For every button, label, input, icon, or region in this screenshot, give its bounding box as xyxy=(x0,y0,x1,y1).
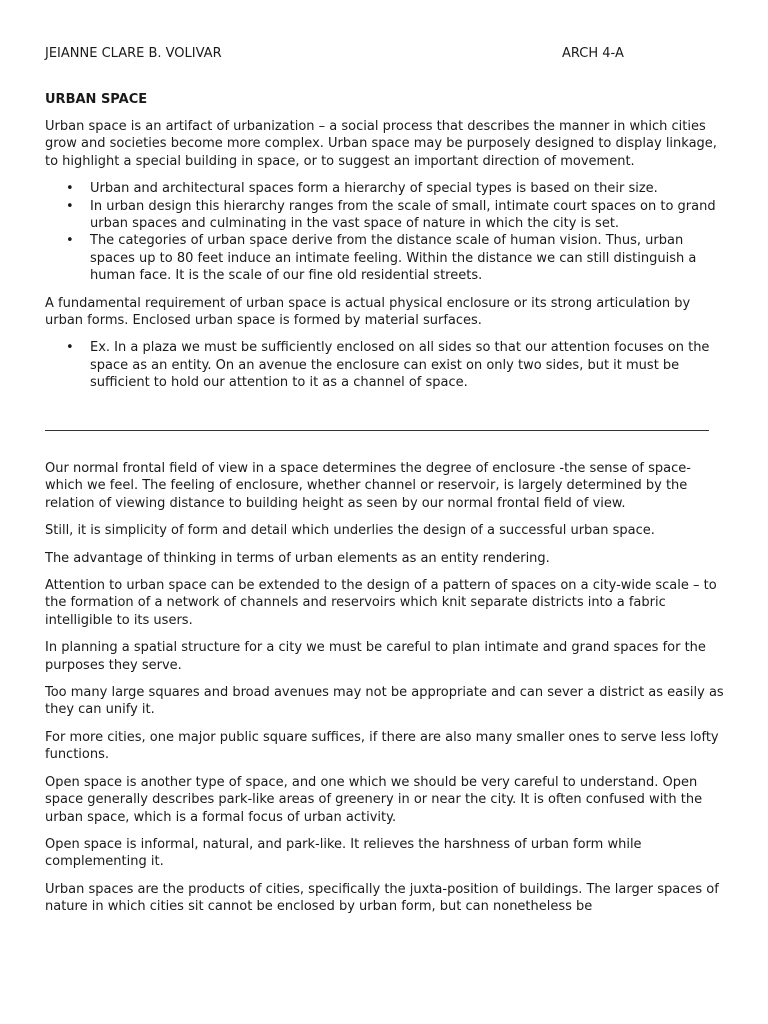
bullet-icon: • xyxy=(66,181,74,197)
document-title: URBAN SPACE xyxy=(45,92,148,107)
paragraph: For more cities, one major public square suffices, if there are also many smaller ones to serve less lofty functions. xyxy=(45,729,719,763)
paragraph: Open space is informal, natural, and park-like. It relieves the harshness of urban form while complementing it. xyxy=(45,836,642,870)
author-name: JEIANNE CLARE B. VOLIVAR xyxy=(45,46,222,61)
hierarchy-list xyxy=(45,180,725,284)
list-item-text: Ex. In a plaza we must be sufficiently enclosed on all sides so that our attention focuses on the space as an entity. On an avenue the enclosure can exist on only two sides, but it must be sufficient to hold our attention to it as a channel of space. xyxy=(90,340,710,391)
paragraph: Our normal frontal field of view in a space determines the degree of enclosure -the sense of space- which we feel. The feeling of enclosure, whether channel or reservoir, is largely determined by the relation of viewing distance to building height as seen by our normal frontal field of view. xyxy=(45,461,691,511)
paragraph: Urban spaces are the products of cities, specifically the juxta-position of buildings. The larger spaces of nature in which cities sit cannot be enclosed by urban form, but can nonetheless be xyxy=(45,881,719,915)
list-item xyxy=(45,198,725,233)
list-item xyxy=(45,232,725,284)
bullet-icon: • xyxy=(66,340,74,356)
list-item xyxy=(45,339,725,391)
paragraph: Too many large squares and broad avenues may not be appropriate and can sever a district as easily as they can unify it. xyxy=(45,685,724,718)
paragraph: The advantage of thinking in terms of urban elements as an entity rendering. xyxy=(45,550,550,566)
list-item-text: In urban design this hierarchy ranges from the scale of small, intimate court spaces on to grand urban spaces and culminating in the vast space of nature in which the city is set. xyxy=(90,198,716,232)
paragraph: Still, it is simplicity of form and detail which underlies the design of a successful urban space. xyxy=(45,523,655,539)
intro-paragraph: Urban space is an artifact of urbanization – a social process that describes the manner in which cities grow and societies become more complex. Urban space may be purposely designed to display linkage, to highlight a special building in space, or to suggest an important direction of movement. xyxy=(45,119,717,169)
bullet-icon: • xyxy=(66,198,74,214)
part-two xyxy=(45,460,725,926)
part-one xyxy=(45,118,725,402)
bullet-icon: • xyxy=(66,233,74,249)
enclosure-paragraph: A fundamental requirement of urban space is actual physical enclosure or its strong articulation by urban forms. Enclosed urban space is formed by material surfaces. xyxy=(45,295,691,329)
list-item-text: The categories of urban space derive from the distance scale of human vision. Thus, urban spaces up to 80 feet induce an intimate feeling. Within the distance we can still distinguish a human face. It is the scale of our fine old residential streets. xyxy=(90,233,697,284)
example-list xyxy=(45,339,725,391)
paragraph: Open space is another type of space, and one which we should be very careful to understand. Open space generally describes park-like areas of greenery in or near the city. It is often confused with the urban space, which is a formal focus of urban activity. xyxy=(45,774,703,825)
section-divider xyxy=(45,430,709,431)
section-label: ARCH 4-A xyxy=(562,46,624,61)
list-item-text: Urban and architectural spaces form a hierarchy of special types is based on their size. xyxy=(90,181,658,197)
paragraph: In planning a spatial structure for a city we must be careful to plan intimate and grand spaces for the purposes they serve. xyxy=(45,640,706,673)
paragraph: Attention to urban space can be extended to the design of a pattern of spaces on a city-wide scale – to the formation of a network of channels and reservoirs which knit separate districts into a fabric intelligible to its users. xyxy=(45,578,717,628)
list-item xyxy=(45,180,725,197)
